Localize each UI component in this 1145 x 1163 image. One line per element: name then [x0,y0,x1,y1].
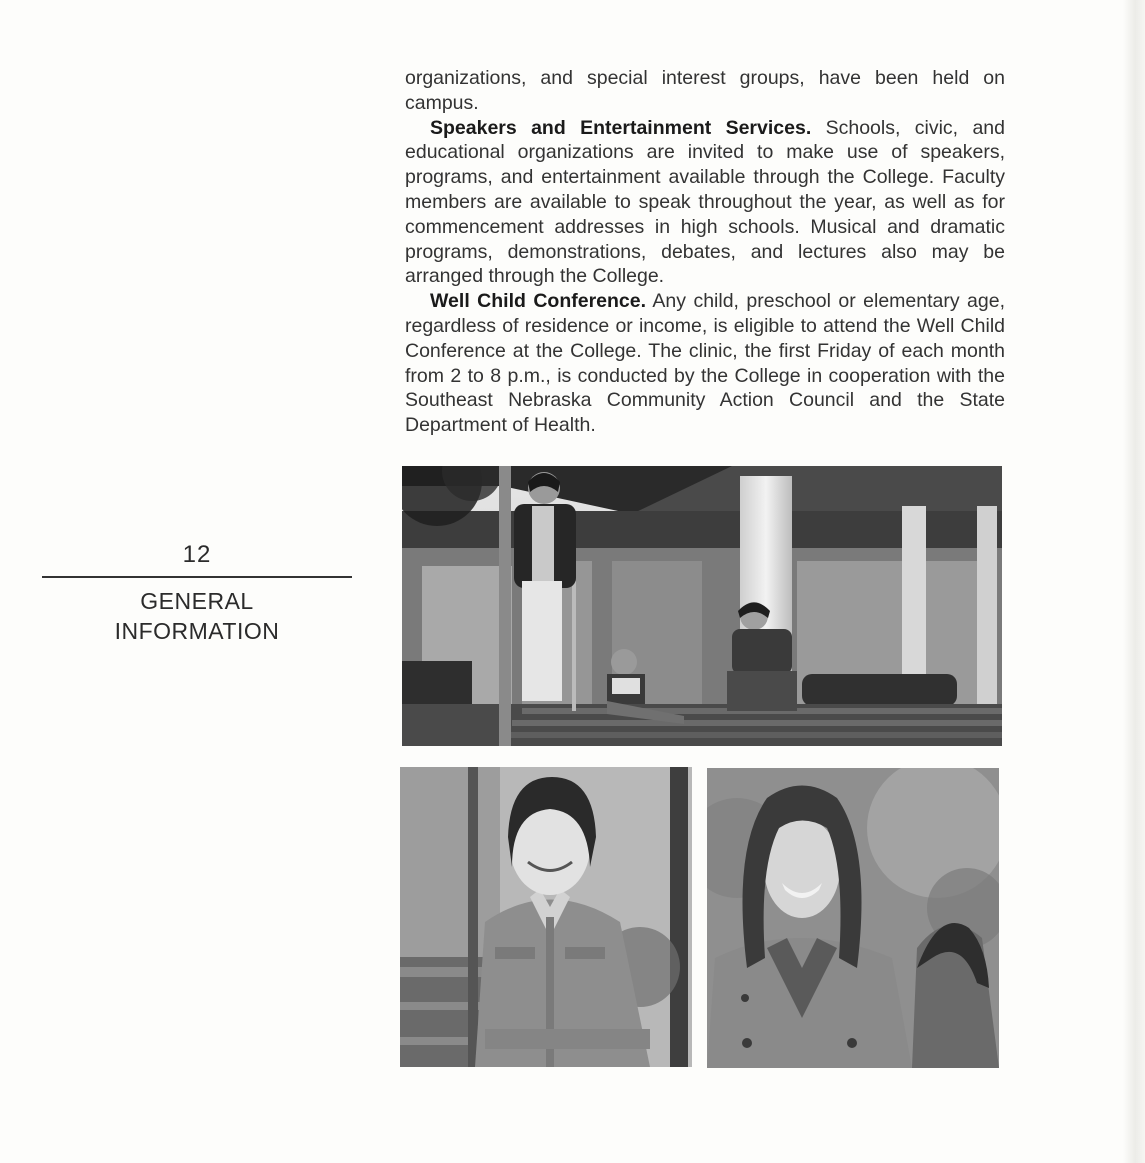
wellchild-paragraph [405,289,1005,438]
page-number: 12 [182,541,212,568]
campus-steps-image [402,466,1002,746]
campus-steps-photo [402,466,1002,746]
speakers-heading: Speakers and Entertainment Services. [430,116,812,139]
scan-edge-shadow [1123,0,1145,1163]
continued-text: organizations, and special interest groups, have been held on campus. [405,67,1005,114]
sidebar [42,538,352,646]
student-portrait-image-1 [400,767,692,1067]
wellchild-text: Any child, preschool or elementary age, regardless of residence or income, is eligible to attend the Well Child Conference at the College. The clinic, the first Friday of each month from 2 to 8 p.m., is conducted by the College in cooperation with the Southeast Nebraska Community Action Council and the State Department of Health. [405,290,1005,437]
speakers-paragraph [405,116,1005,290]
section-label-line-1: GENERAL [140,588,254,614]
section-label-line-2: INFORMATION [114,618,280,644]
section-label [42,586,352,646]
student-portrait-photo-2 [707,768,999,1068]
wellchild-heading: Well Child Conference. [430,290,647,313]
student-portrait-image-2 [707,768,999,1068]
divider [42,576,352,578]
body-text [405,66,1005,438]
speakers-text: Schools, civic, and educational organizations are invited to make use of speakers, programs, and entertainment available through the College. Faculty members are available to speak throughout the year, as well as for commencement addresses in high schools. Musical and dramatic programs, demonstrations, debates, and lectures also may be arranged through the College. [405,116,1005,288]
student-portrait-photo-1 [400,767,692,1067]
continued-paragraph [405,66,1005,116]
